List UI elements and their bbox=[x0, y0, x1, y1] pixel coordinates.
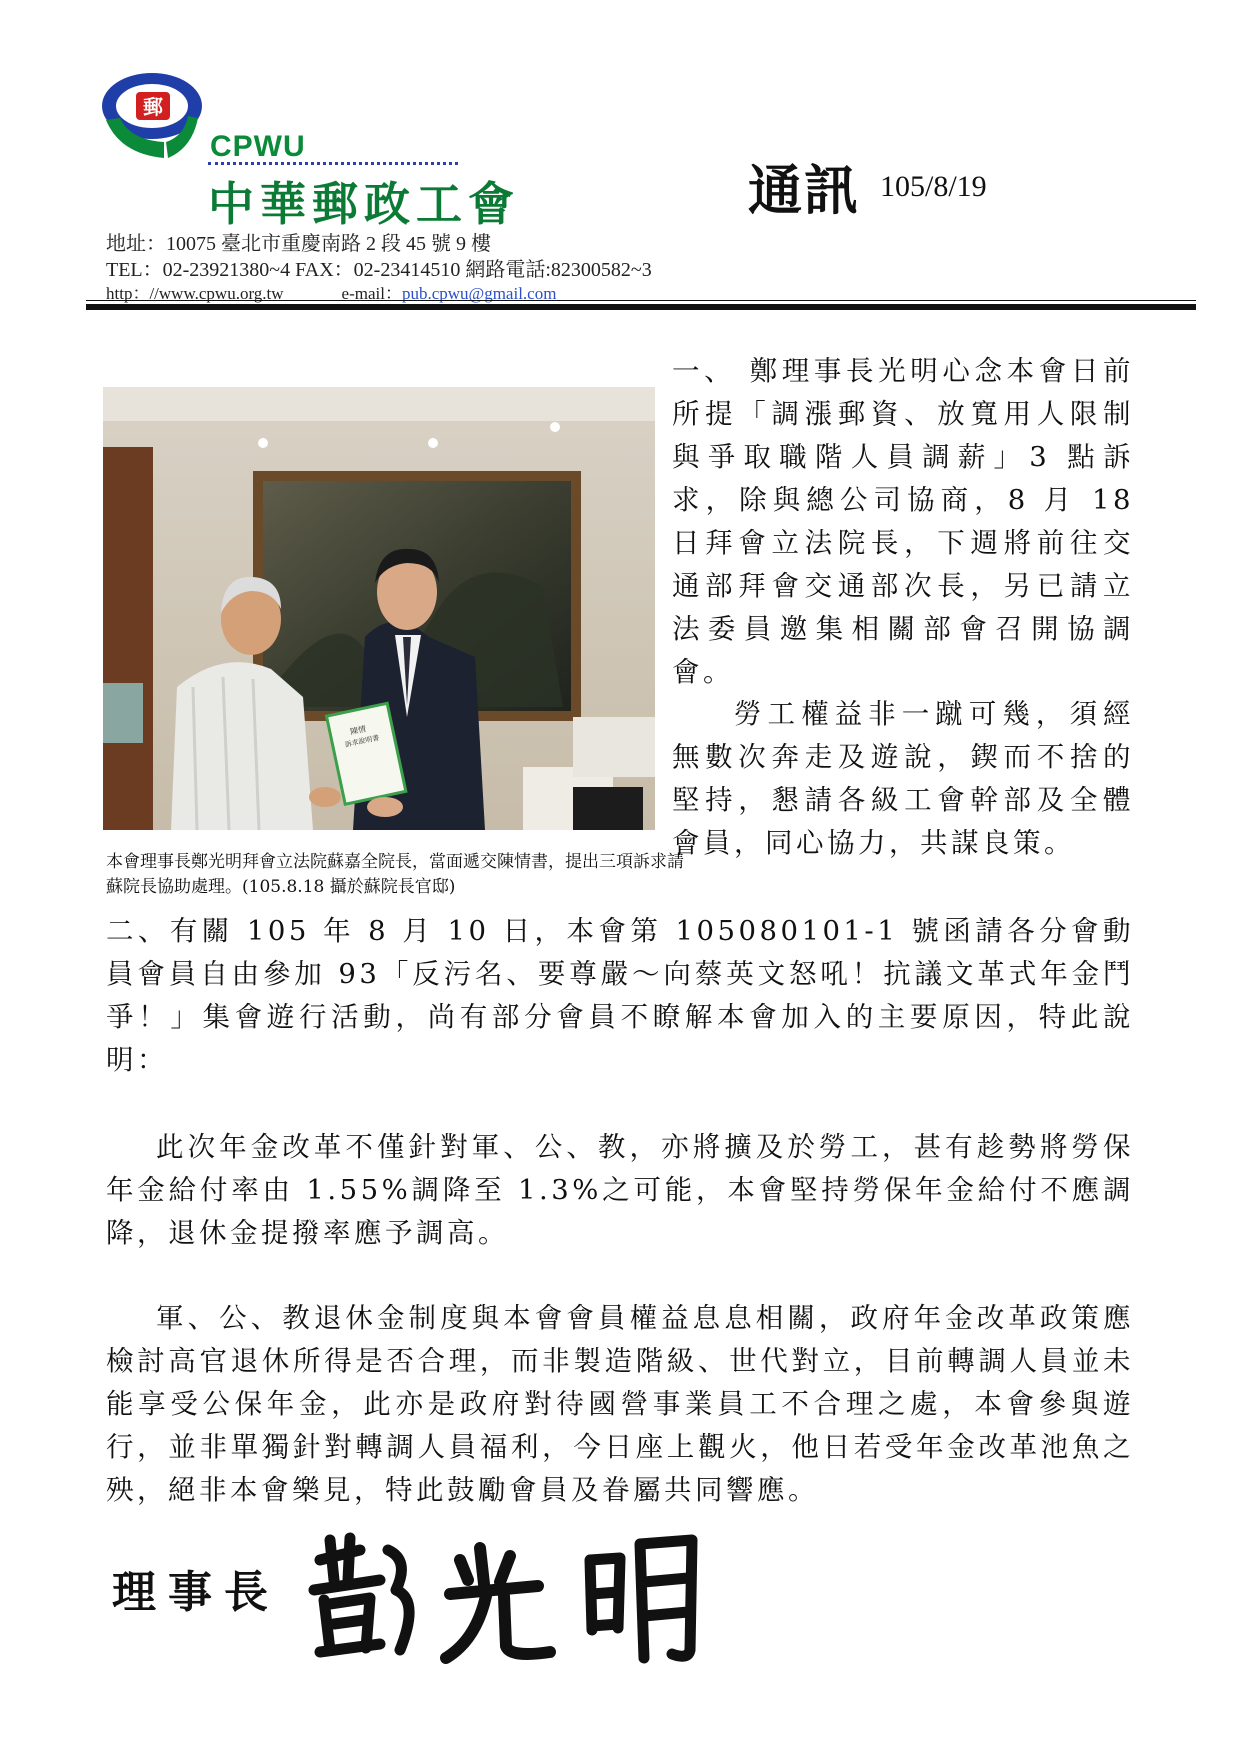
org-name-en: CPWU bbox=[210, 130, 306, 163]
logo-char: 郵 bbox=[143, 95, 163, 119]
email-label: e-mail： bbox=[341, 284, 402, 303]
divider bbox=[208, 162, 458, 165]
section-two-paragraph-2: 軍、公、教退休金制度與本會會員權益息息相關，政府年金改革政策應檢討高官退休所得是否合理，而非製造階級、世代對立，目前轉調人員並未能享受公保年金，此亦是政府對待國營事業員工不合理之處，本會參與遊行，並非單獨針對轉調人員福利，今日座上觀火，他日若受年金改革池魚之殃，絕非本會樂見，特此鼓勵會員及眷屬共同響應。 bbox=[106, 1302, 1134, 1506]
photo-caption: 本會理事長鄭光明拜會立法院蘇嘉全院長，當面遞交陳情書，提出三項訴求請蘇院長協助處理。(105.8.18 攝於蘇院長官邸) bbox=[106, 852, 684, 897]
org-name-zh: 中華郵政工會 bbox=[208, 177, 520, 231]
website-link[interactable]: http：//www.cpwu.org.tw bbox=[106, 284, 284, 303]
phone-fax: TEL：02-23921380~4 FAX：02-23414510 網路電話:82300582~3 bbox=[106, 259, 652, 281]
signatory-title: 理事長 bbox=[112, 1567, 280, 1618]
header-rule bbox=[86, 300, 1196, 301]
email-link[interactable]: pub.cpwu@gmail.com bbox=[401, 284, 557, 303]
section-one-appeal: 勞工權益非一蹴可幾，須經無數次奔走及遊說，鍥而不捨的堅持，懇請各級工會幹部及全體會員，同心協力，共謀良策。 bbox=[672, 698, 1134, 859]
document-date: 105/8/19 bbox=[880, 170, 987, 203]
section-two: 二、有關 105 年 8 月 10 日，本會第 105080101-1 號函請各分會動員會員自由參加 93「反污名、要尊嚴～向蔡英文怒吼！抗議文革式年金鬥爭！」集會遊行活動，尚有部分會員不瞭解本會加入的主要原因，特此說明： bbox=[106, 915, 1134, 1076]
document-label-2: 訴求說明書 bbox=[344, 733, 380, 749]
section-one: 一、 鄭理事長光明心念本會日前所提「調漲郵資、放寬用人限制與爭取職階人員調薪」3 點訴求，除與總公司協商，8 月 18 日拜會立法院長，下週將前往交通部拜會交通部次長，另已請立法委員邀集相關部會召開協調會。 bbox=[672, 355, 1134, 688]
address: 地址：10075 臺北市重慶南路 2 段 45 號 9 樓 bbox=[106, 233, 491, 255]
section-two-paragraph-1: 此次年金改革不僅針對軍、公、教，亦將擴及於勞工，甚有趁勢將勞保年金給付率由 1.55%調降至 1.3%之可能，本會堅持勞保年金給付不應調降，退休金提撥率應予調高。 bbox=[106, 1131, 1134, 1249]
document-label: 陳情 bbox=[349, 724, 367, 737]
header-rule-thick bbox=[86, 304, 1196, 310]
handwritten-signature bbox=[300, 1520, 720, 1670]
document-title: 通訊 bbox=[748, 158, 860, 222]
meeting-photo bbox=[103, 387, 655, 830]
cpwu-logo bbox=[100, 70, 212, 162]
